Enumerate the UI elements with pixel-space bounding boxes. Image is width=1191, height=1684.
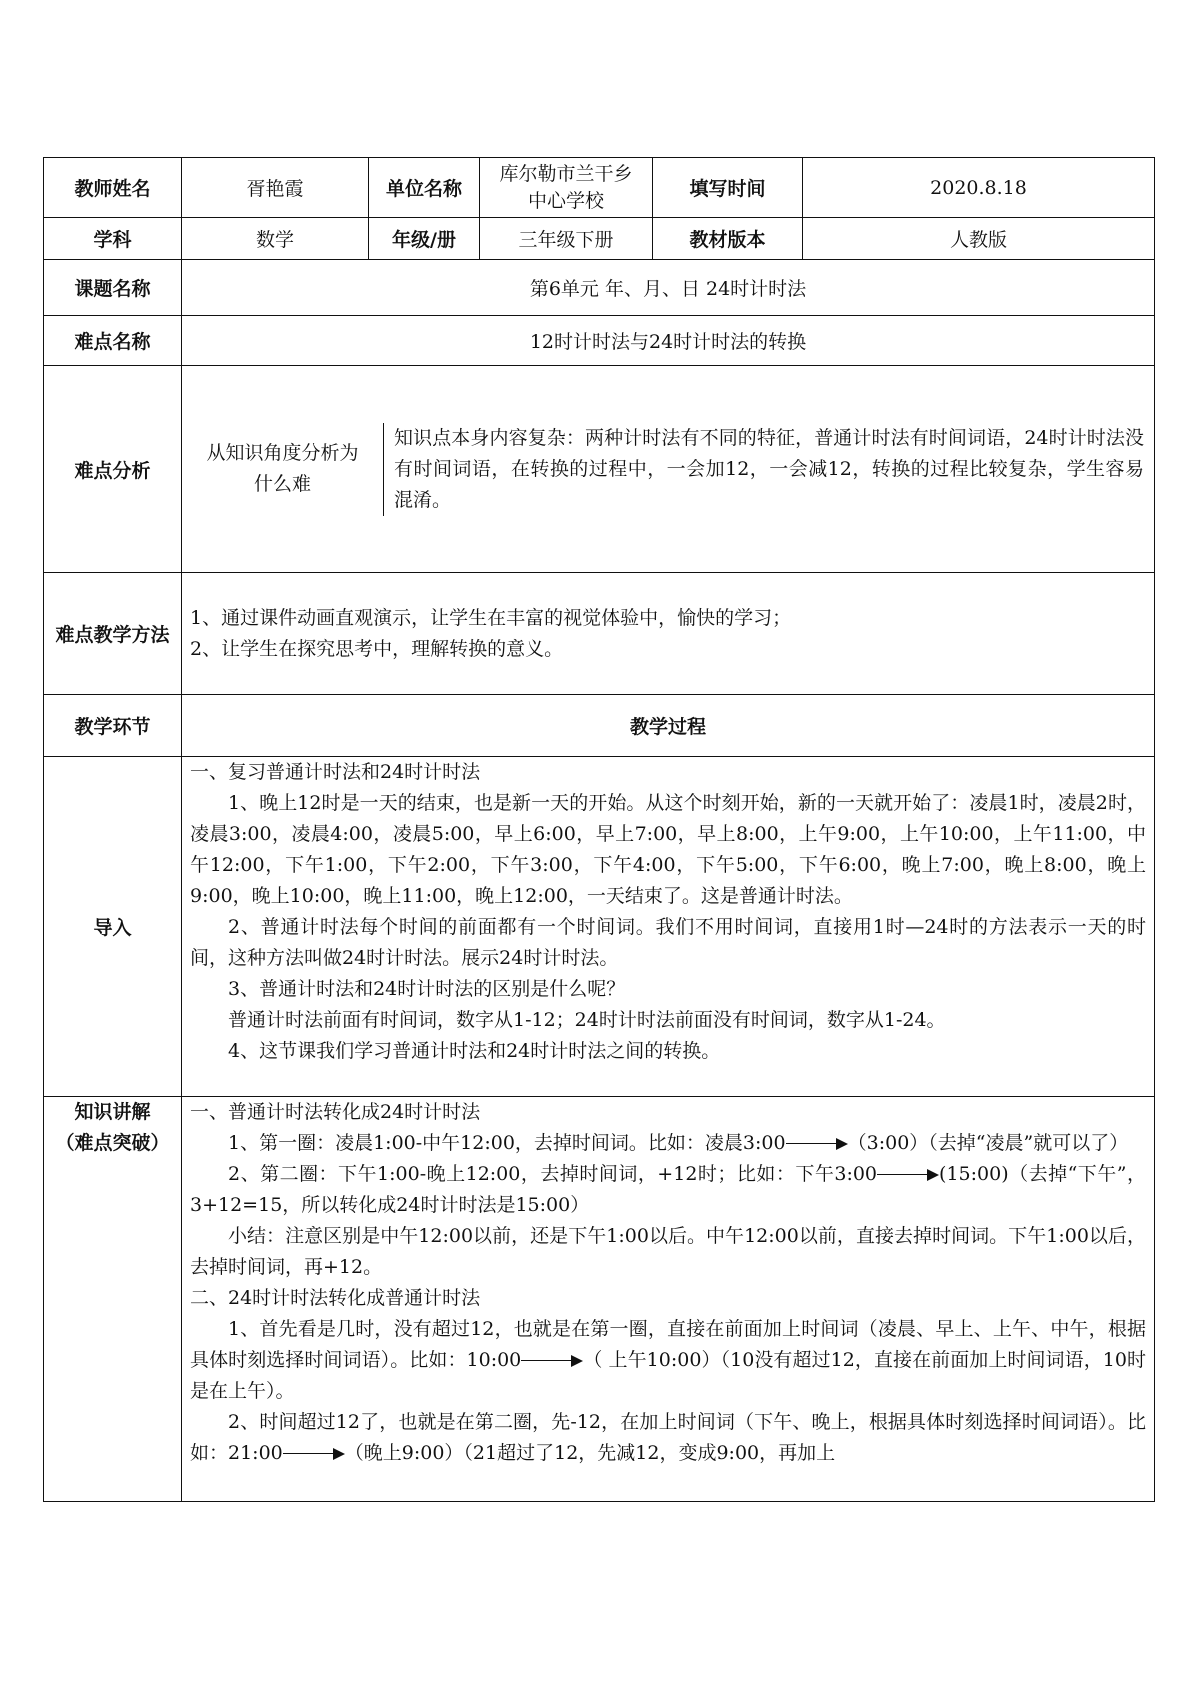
b1-result: （ 上午10:00）（10没有超过12，直接在前面加上时间词语，10时是在上午）。 <box>190 1349 1146 1402</box>
process-header-row <box>44 695 1155 757</box>
arrow-icon <box>521 1355 583 1367</box>
header-row-2 <box>44 218 1155 260</box>
date-label: 填写时间 <box>653 158 803 218</box>
method-cell <box>182 573 1155 695</box>
intro-para-4: 普通计时法前面有时间词，数字从1-12；24时计时法前面没有时间词，数字从1-24。 <box>228 1009 946 1031</box>
difficulty-row <box>44 316 1155 366</box>
difficulty-value: 12时计时法与24时计时法的转换 <box>182 316 1155 366</box>
lesson-plan-table <box>43 157 1155 1502</box>
unit-label: 单位名称 <box>369 158 480 218</box>
knowledge-label: 知识讲解 <box>74 1101 151 1123</box>
intro-para-3: 3、普通计时法和24时计时法的区别是什么呢？ <box>228 978 626 1000</box>
a1-result: （3:00）（去掉“凌晨”就可以了） <box>847 1132 1129 1154</box>
arrow-icon <box>786 1138 848 1150</box>
knowledge-heading-1: 一、普通计时法转化成24时计时法 <box>190 1101 481 1123</box>
subject-label: 学科 <box>44 218 182 260</box>
a1-text: 1、第一圈：凌晨1:00-中午12:00，去掉时间词。比如：凌晨3:00 <box>228 1132 786 1154</box>
a2-text: 2、第二圈：下午1:00-晚上12:00，去掉时间词，+12时；比如：下午3:00 <box>228 1163 878 1185</box>
analysis-row <box>44 366 1155 573</box>
knowledge-label-cell <box>44 1097 182 1502</box>
arrow-icon <box>877 1169 939 1181</box>
arrow-icon <box>283 1448 345 1460</box>
subject-value: 数学 <box>182 218 369 260</box>
knowledge-summary: 小结：注意区别是中午12:00以前，还是下午1:00以后。中午12:00以前，直接去掉时间词。下午1:00以后，去掉时间词，再+12。 <box>190 1225 1146 1278</box>
knowledge-heading-2: 二、24时计时法转化成普通计时法 <box>190 1287 481 1309</box>
b2-result: （晚上9:00）（21超过了12，先减12，变成9:00，再加上 <box>344 1442 836 1464</box>
analysis-label: 难点分析 <box>44 366 182 573</box>
knowledge-para-b2 <box>190 1407 1146 1469</box>
analysis-text: 知识点本身内容复杂：两种计时法有不同的特征，普通计时法有时间词语，24时计时法没有时间词语，在转换的过程中，一会加12，一会减12，转换的过程比较复杂，学生容易混淆。 <box>394 426 1144 511</box>
intro-cell <box>182 757 1155 1097</box>
intro-para-5: 4、这节课我们学习普通计时法和24时计时法之间的转换。 <box>228 1040 721 1062</box>
teacher-label: 教师姓名 <box>44 158 182 218</box>
knowledge-sub-label: （难点突破） <box>55 1132 170 1154</box>
intro-row <box>44 757 1155 1097</box>
analysis-sub-cell <box>182 423 384 516</box>
intro-label: 导入 <box>44 757 182 1097</box>
process-label: 教学过程 <box>182 695 1155 757</box>
knowledge-para-a2 <box>190 1159 1146 1221</box>
knowledge-para-a1 <box>190 1128 1146 1159</box>
analysis-cell <box>182 366 1155 573</box>
intro-heading: 一、复习普通计时法和24时计时法 <box>190 761 481 783</box>
edition-value: 人教版 <box>803 218 1155 260</box>
a2-result: (15:00)（去掉“下午”，3+12=15，所以转化成24时计时法是15:00） <box>190 1163 1146 1216</box>
b2-text: 2、时间超过12了，也就是在第二圈，先-12，在加上时间词（下午、晚上，根据具体时刻选择时间词语）。比如：21:00 <box>190 1411 1146 1464</box>
topic-row <box>44 260 1155 316</box>
knowledge-para-b1 <box>190 1314 1146 1407</box>
method-item-2: 2、让学生在探究思考中，理解转换的意义。 <box>190 637 564 660</box>
difficulty-label: 难点名称 <box>44 316 182 366</box>
b1-text: 1、首先看是几时，没有超过12，也就是在第一圈，直接在前面加上时间词（凌晨、早上、上午、中午，根据具体时刻选择时间词语）。比如：10:00 <box>190 1318 1146 1371</box>
analysis-text-cell <box>384 423 1154 516</box>
grade-label: 年级/册 <box>369 218 480 260</box>
topic-value: 第6单元 年、月、日 24时计时法 <box>182 260 1155 316</box>
stage-label: 教学环节 <box>44 695 182 757</box>
method-label: 难点教学方法 <box>44 573 182 695</box>
unit-name: 库尔勒市兰干乡中心学校 <box>480 158 653 218</box>
method-row <box>44 573 1155 695</box>
topic-label: 课题名称 <box>44 260 182 316</box>
analysis-sub-label: 从知识角度分析为什么难 <box>206 442 359 495</box>
knowledge-row <box>44 1097 1155 1502</box>
edition-label: 教材版本 <box>653 218 803 260</box>
date-value: 2020.8.18 <box>803 158 1155 218</box>
header-row-1 <box>44 158 1155 218</box>
method-item-1: 1、通过课件动画直观演示，让学生在丰富的视觉体验中，愉快的学习； <box>190 606 792 629</box>
grade-value: 三年级下册 <box>480 218 653 260</box>
knowledge-cell <box>182 1097 1155 1502</box>
intro-para-2: 2、普通计时法每个时间的前面都有一个时间词。我们不用时间词，直接用1时—24时的方法表示一天的时间，这种方法叫做24时计时法。展示24时计时法。 <box>190 916 1146 969</box>
intro-para-1: 1、晚上12时是一天的结束，也是新一天的开始。从这个时刻开始，新的一天就开始了：凌晨1时，凌晨2时，凌晨3:00，凌晨4:00，凌晨5:00，早上6:00，早上7:00，早上8:00，上午9:00，上午10:00，上午11:00，中午12:00，下午1:00，下午2:00，下午3:00，下午4:00，下午5:00，下午6:00，晚上7:00，晚上8:00，晚上9:00，晚上10:00，晚上11:00，晚上12:00，一天结束了。这是普通计时法。 <box>190 792 1146 907</box>
teacher-name: 胥艳霞 <box>182 158 369 218</box>
